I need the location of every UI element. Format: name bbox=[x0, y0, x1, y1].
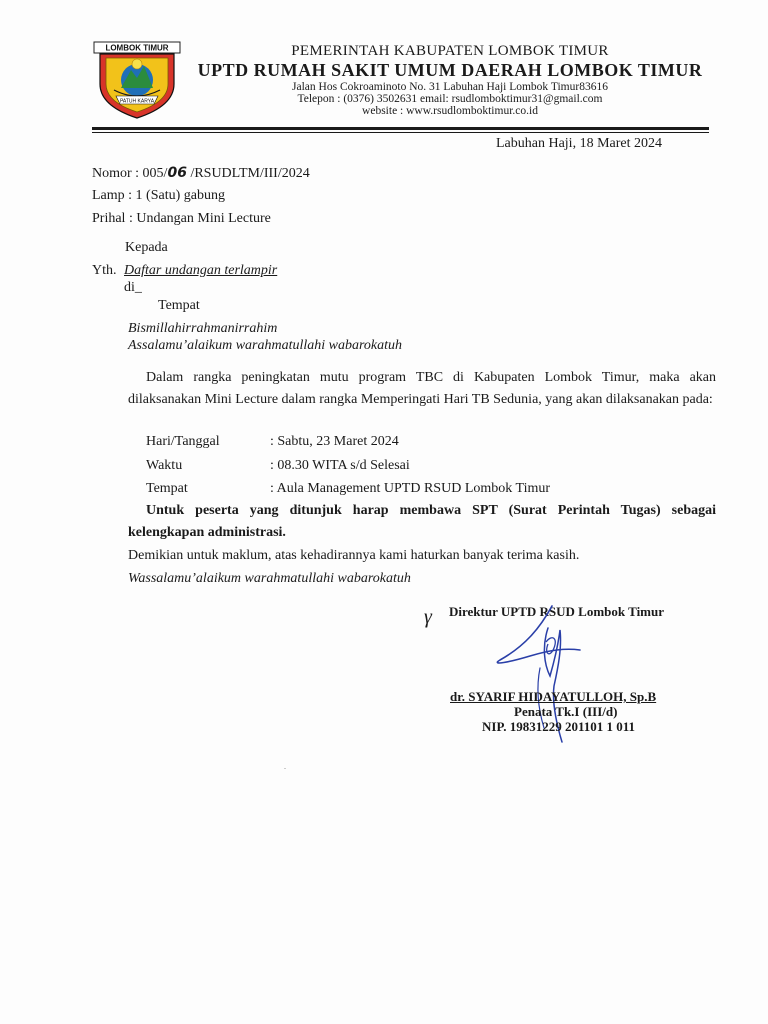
initial-mark: γ bbox=[424, 606, 432, 628]
regency-logo bbox=[92, 40, 182, 120]
detail-label-place: Tempat bbox=[146, 481, 188, 496]
letterhead-contact: Telepon : (0376) 3502631 email: rsudlomboktimur31@gmail.com bbox=[297, 93, 603, 105]
signatory-rank: Penata Tk.I (III/d) bbox=[514, 704, 618, 719]
detail-value-place: : Aula Management UPTD RSUD Lombok Timur bbox=[270, 481, 551, 496]
recipient-tempat: Tempat bbox=[158, 298, 200, 313]
letterhead-divider-thick bbox=[92, 127, 709, 130]
letterhead-website: website : www.rsudlomboktimur.co.id bbox=[362, 105, 538, 117]
greeting-bismillah: Bismillahirrahmanirrahim bbox=[128, 321, 278, 336]
recipient-name: Daftar undangan terlampir bbox=[124, 263, 278, 278]
scan-speck bbox=[284, 768, 286, 769]
notice-line-1: Untuk peserta yang ditunjuk harap membawa SPT (Surat Perintah Tugas) sebagai bbox=[146, 503, 716, 518]
letterhead-government: PEMERINTAH KABUPATEN LOMBOK TIMUR bbox=[291, 43, 609, 59]
letterhead-institution: UPTD RUMAH SAKIT UMUM DAERAH LOMBOK TIMUR bbox=[197, 60, 703, 80]
signatory-title: Direktur UPTD RSUD Lombok Timur bbox=[449, 604, 665, 619]
detail-label-time: Waktu bbox=[146, 458, 183, 473]
signatory-name: dr. SYARIF HIDAYATULLOH, Sp.B bbox=[450, 689, 657, 704]
logo-text-top: LOMBOK TIMUR bbox=[105, 43, 169, 53]
detail-value-date: : Sabtu, 23 Maret 2024 bbox=[270, 434, 399, 449]
letter-subject: Prihal : Undangan Mini Lecture bbox=[92, 211, 271, 226]
logo-text-bottom: PATUH KARYA bbox=[119, 98, 155, 105]
detail-label-date: Hari/Tanggal bbox=[146, 434, 220, 449]
recipient-kepada: Kepada bbox=[125, 240, 168, 255]
letter-number-handwritten: 06 bbox=[167, 165, 187, 181]
letter-attachment: Lamp : 1 (Satu) gabung bbox=[92, 188, 225, 203]
signatory-nip: NIP. 19831229 201101 1 011 bbox=[482, 719, 636, 734]
letter-number bbox=[92, 165, 310, 182]
letterhead-divider-thin bbox=[92, 132, 709, 133]
letterhead-address: Jalan Hos Cokroaminoto No. 31 Labuhan Haji Lombok Timur83616 bbox=[292, 81, 608, 93]
recipient-di: di_ bbox=[124, 280, 142, 295]
letter-number-rest: /RSUDLTM/III/2024 bbox=[186, 166, 310, 181]
closing-text: Demikian untuk maklum, atas kehadirannya kami haturkan banyak terima kasih. bbox=[128, 548, 580, 563]
letter-date: Labuhan Haji, 18 Maret 2024 bbox=[495, 136, 662, 151]
notice-line-2: kelengkapan administrasi. bbox=[128, 525, 286, 540]
detail-value-time: : 08.30 WITA s/d Selesai bbox=[270, 458, 410, 473]
letter-number-label: Nomor : 005/ bbox=[92, 166, 168, 181]
closing-salam: Wassalamu’alaikum warahmatullahi wabarokatuh bbox=[128, 571, 411, 586]
body-intro: Dalam rangka peningkatan mutu program TBC di Kabupaten Lombok Timur, maka akan dilaksanakan Mini Lecture dalam rangka Memperingati Hari TB Sedunia, yang akan dilaksanakan pada: bbox=[128, 370, 716, 407]
greeting-salam: Assalamu’alaikum warahmatullahi wabarokatuh bbox=[128, 338, 403, 353]
recipient-yth: Yth. bbox=[92, 263, 117, 278]
